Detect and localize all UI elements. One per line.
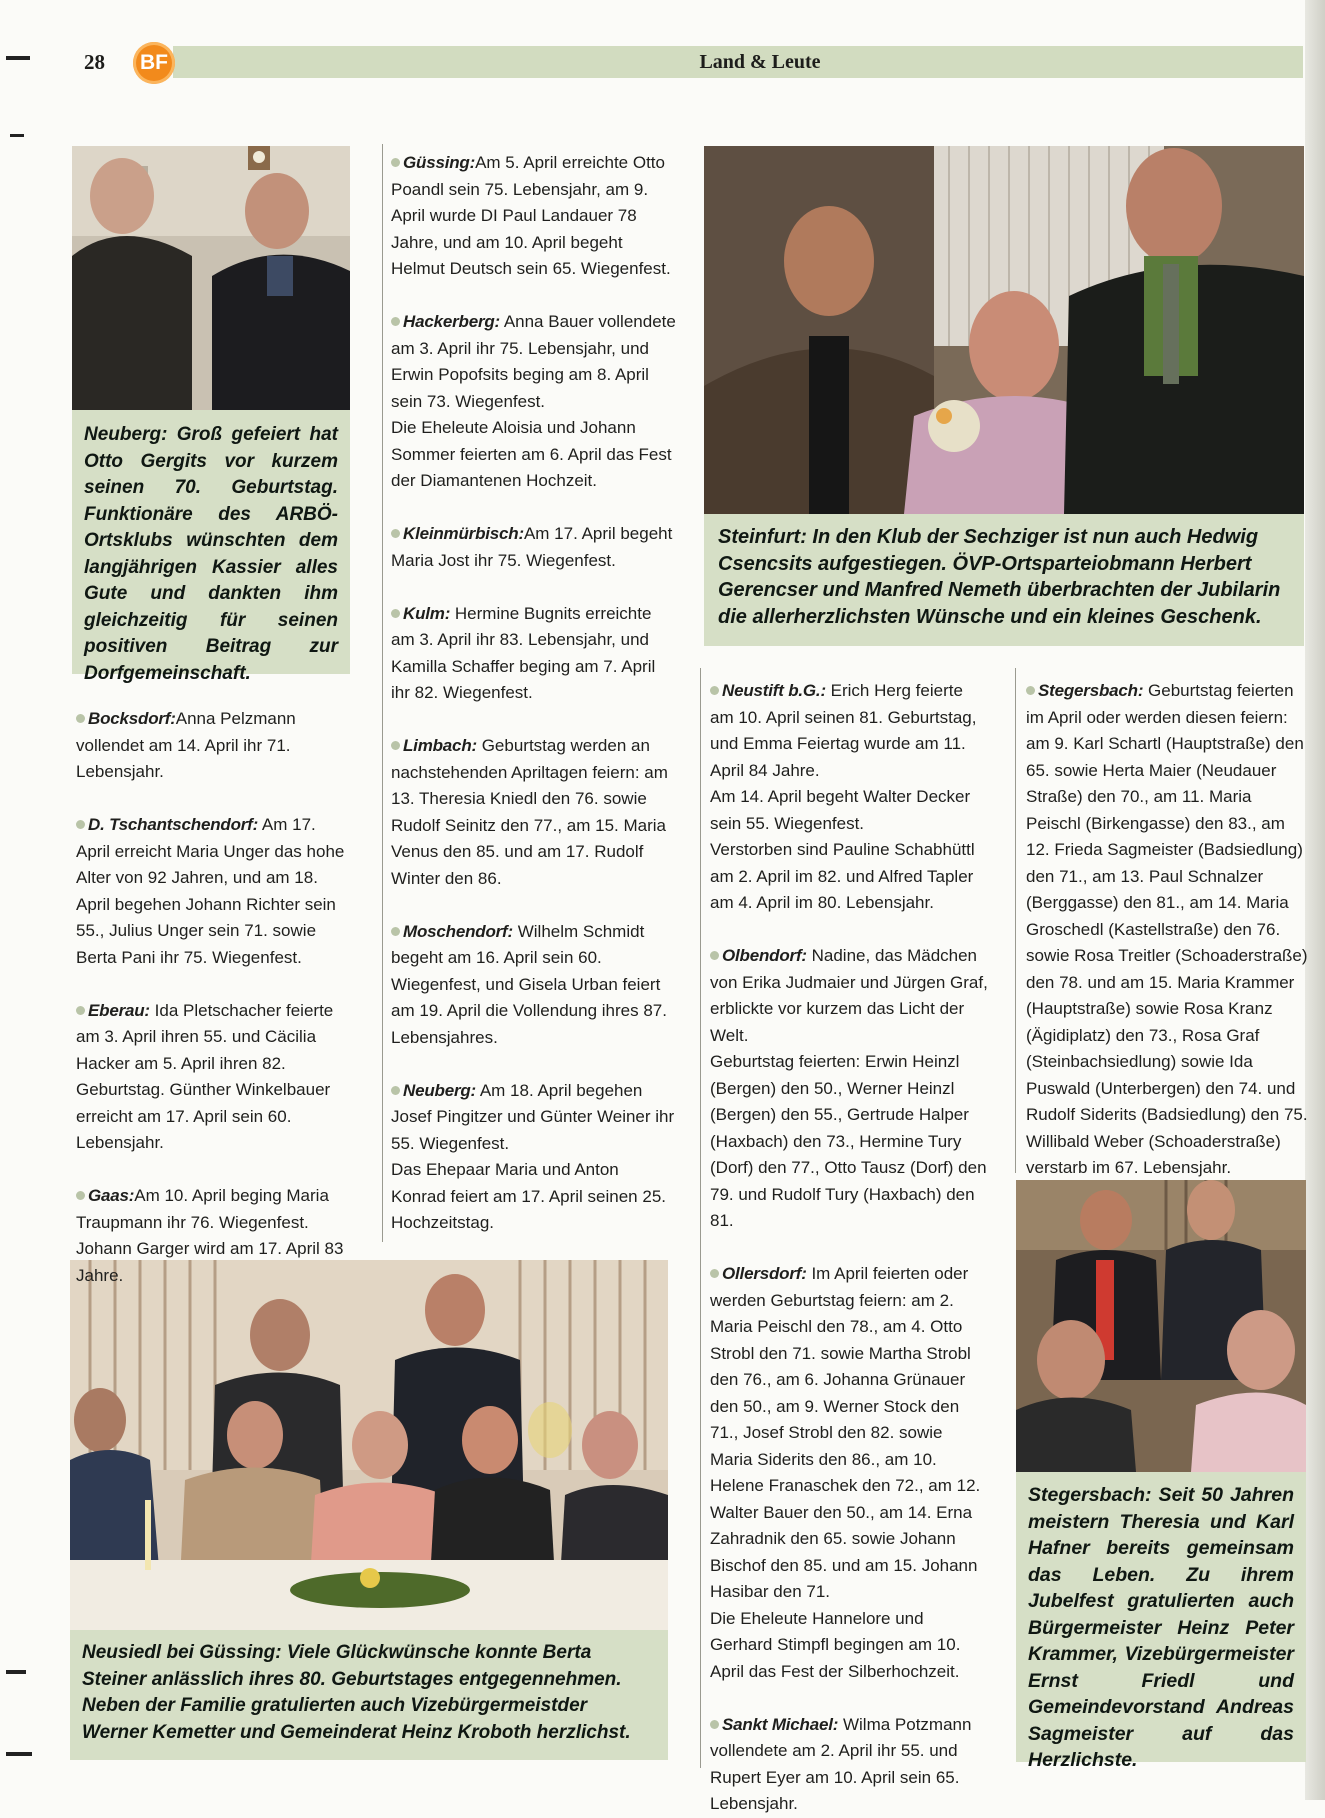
column-rule <box>700 668 701 1768</box>
caption-neuberg: Neuberg: Groß gefeiert hat Otto Gergits vor kurzem seinen 70. Geburtstag. Funktionäre des ARBÖ-Ortsklubs wünschten dem langjährigen Kassier alles Gute und dankten ihm gleichzeitig für seinen positiven Beitrag zur Dorfgemeinschaft. <box>72 410 350 674</box>
bullet-icon <box>391 609 400 618</box>
entry-sankt-michael: Sankt Michael: Wilma Potzmann vollendete am 2. April ihr 55. und Rupert Eyer am 10. April sein 65. Lebensjahr. <box>710 1714 972 1813</box>
bf-logo: BF <box>133 42 175 84</box>
bullet-icon <box>391 741 400 750</box>
text-column-4 <box>1026 678 1308 1182</box>
bullet-icon <box>710 1720 719 1729</box>
entry-bocksdorf: Bocksdorf:Anna Pelzmann vollendet am 14. April ihr 71. Lebensjahr. <box>76 709 296 781</box>
entry-neustift: Neustift b.G.: Erich Herg feierte am 10. April seinen 81. Geburtstag, und Emma Feiertag wurde am 11. April 84 Jahre. Am 14. April begeht Walter Decker sein 55. Wiegenfest. Verstorben sind Pauline Schabhüttl am 2. April im 82. und Alfred Tapler am 4. April im 80. Lebensjahr. <box>710 681 977 912</box>
entry-neuberg: Neuberg: Am 18. April begehen Josef Pingitzer und Günter Weiner ihr 55. Wiegenfest. Das Ehepaar Maria und Anton Konrad feiert am 17. April seinen 25. Hochzeitstag. <box>391 1080 675 1232</box>
bullet-icon <box>1026 686 1035 695</box>
entry-kleinmuerbisch: Kleinmürbisch:Am 17. April begeht Maria Jost ihr 75. Wiegenfest. <box>391 524 673 570</box>
bullet-icon <box>391 317 400 326</box>
bullet-icon <box>76 714 85 723</box>
text-column-3 <box>710 678 988 1818</box>
bullet-icon <box>391 1086 400 1095</box>
bullet-icon <box>76 820 85 829</box>
caption-stegersbach: Stegersbach: Seit 50 Jahren meistern Theresia und Karl Hafner bereits gemeinsam das Leben. Zu ihrem Jubelfest gratulierten auch Bürgermeister Heinz Peter Krammer, Vizebürgermeister Ernst Friedl und Gemeindevorstand Andreas Sagmeister auf das Herzlichste. <box>1016 1472 1306 1762</box>
entry-stegersbach: Stegersbach: Geburtstag feierten im April oder werden diesen feiern: am 9. Karl Schartl (Hauptstraße) den 65. sowie Herta Maier (Neudauer Straße) den 70., am 11. Maria Peischl (Birkengasse) den 83., am 12. Frieda Sagmeister (Badsiedlung) den 71., am 13. Paul Schnalzer (Berggasse) den 81., am 14. Maria Groschedl (Kastellstraße) den 76. sowie Rosa Treitler (Schoaderstraße) den 78. und am 15. Maria Krammer (Hauptstraße) sowie Rosa Kranz (Ägidiplatz) den 73., Rosa Graf (Steinbachsiedlung) sowie Ida Puswald (Unterbergen) den 74. und Rudolf Siderits (Badsiedlung) den 75. Willibald Weber (Schoaderstraße) verstarb im 67. Lebensjahr. <box>1026 681 1308 1177</box>
page-number: 28 <box>84 50 105 74</box>
entry-moschendorf: Moschendorf: Wilhelm Schmidt begeht am 16. April sein 60. Wiegenfest, und Gisela Urban feiert am 19. April die Vollendung ihres 87. Lebensjahres. <box>391 921 667 1047</box>
entry-kulm: Kulm: Hermine Bugnits erreichte am 3. April ihr 83. Lebensjahr, und Kamilla Schaffer beging am 7. April ihr 82. Wiegenfest. <box>391 603 656 702</box>
bullet-icon <box>76 1191 85 1200</box>
text-column-2 <box>391 150 677 1237</box>
bullet-icon <box>710 951 719 960</box>
photo-neuberg <box>72 146 350 410</box>
entry-hackerberg: Hackerberg: Anna Bauer vollendete am 3. April ihr 75. Lebensjahr, und Erwin Popofsits beging am 8. April sein 73. Wiegenfest. Die Eheleute Aloisia und Johann Sommer feierten am 6. April das Fest der Diamantenen Hochzeit. <box>391 312 676 490</box>
bullet-icon <box>391 927 400 936</box>
photo-stegersbach <box>1016 1180 1306 1472</box>
scan-mark <box>6 1670 26 1674</box>
bullet-icon <box>710 686 719 695</box>
scan-mark <box>6 1752 32 1756</box>
caption-steinfurt: Steinfurt: In den Klub der Sechziger ist nun auch Hedwig Csencsits aufgestiegen. ÖVP-Ortsparteiobmann Herbert Gerencser und Manfred Nemeth überbrachten der Jubilarin die allerherzlichsten Wünsche und ein kleines Geschenk. <box>704 514 1304 646</box>
scan-mark <box>10 134 24 137</box>
bullet-icon <box>391 158 400 167</box>
section-title: Land & Leute <box>699 51 821 73</box>
entry-eberau: Eberau: Ida Pletschacher feierte am 3. April ihren 55. und Cäcilia Hacker am 5. April ihren 82. Geburtstag. Günther Winkelbauer erreicht am 17. April sein 60. Lebensjahr. <box>76 1000 334 1152</box>
bullet-icon <box>76 1006 85 1015</box>
entry-gaas: Gaas:Am 10. April beging Maria Traupmann ihr 76. Wiegenfest. Johann Garger wird am 17. April 83 Jahre. <box>76 1186 344 1285</box>
entry-limbach: Limbach: Geburtstag werden an nachstehenden Apriltagen feiern: am 13. Theresia Kniedl den 76. sowie Rudolf Seinitz den 77., am 15. Maria Venus den 85. und am 17. Rudolf Winter den 86. <box>391 736 668 888</box>
column-rule <box>382 144 383 1242</box>
entry-olbendorf: Olbendorf: Nadine, das Mädchen von Erika Judmaier und Jürgen Graf, erblickte vor kurzem das Licht der Welt. Geburtstag feierten: Erwin Heinzl (Bergen) den 50., Werner Heinzl (Bergen) den 55., Gertrude Halper (Haxbach) den 73., Hermine Tury (Dorf) den 77., Otto Tausz (Dorf) den 79. und Rudolf Tury (Haxbach) den 81. <box>710 946 988 1230</box>
column-rule <box>1015 668 1016 1173</box>
scan-mark <box>6 56 30 60</box>
bullet-icon <box>391 529 400 538</box>
page-edge-shadow <box>1305 0 1325 1800</box>
photo-neusiedl <box>70 1260 668 1630</box>
entry-ollersdorf: Ollersdorf: Im April feierten oder werden Geburtstag feiern: am 2. Maria Peischl den 78., am 4. Otto Strobl den 71. sowie Martha Strobl den 76., am 6. Johanna Grünauer den 50., am 9. Werner Stock den 71., Josef Strobl den 82. sowie Maria Siderits den 86., am 10. Helene Franaschek den 72., am 12. Walter Bauer den 50., am 14. Erna Zahradnik den 65. sowie Johann Bischof den 85. und am 15. Johann Hasibar den 71. Die Eheleute Hannelore und Gerhard Stimpfl begingen am 10. April das Fest der Silberhochzeit. <box>710 1264 981 1681</box>
photo-steinfurt <box>704 146 1304 514</box>
bullet-icon <box>710 1269 719 1278</box>
text-column-1 <box>76 706 350 1289</box>
entry-d-tschantschendorf: D. Tschantschendorf: Am 17. April erreicht Maria Unger das hohe Alter von 92 Jahren, und am 18. April begehen Johann Richter sein 55., Julius Unger sein 71. sowie Berta Pani ihr 75. Wiegenfest. <box>76 815 345 967</box>
entry-guessing: Güssing:Am 5. April erreichte Otto Poandl sein 75. Lebensjahr, am 9. April wurde DI Paul Landauer 78 Jahre, und am 10. April begeht Helmut Deutsch sein 65. Wiegenfest. <box>391 153 671 278</box>
caption-neusiedl: Neusiedl bei Güssing: Viele Glückwünsche konnte Berta Steiner anlässlich ihres 80. Geburtstages entgegennehmen. Neben der Familie gratulierten auch Vizebürgermeistder Werner Kemetter und Gemeinderat Heinz Kroboth herzlichst. <box>70 1630 668 1760</box>
